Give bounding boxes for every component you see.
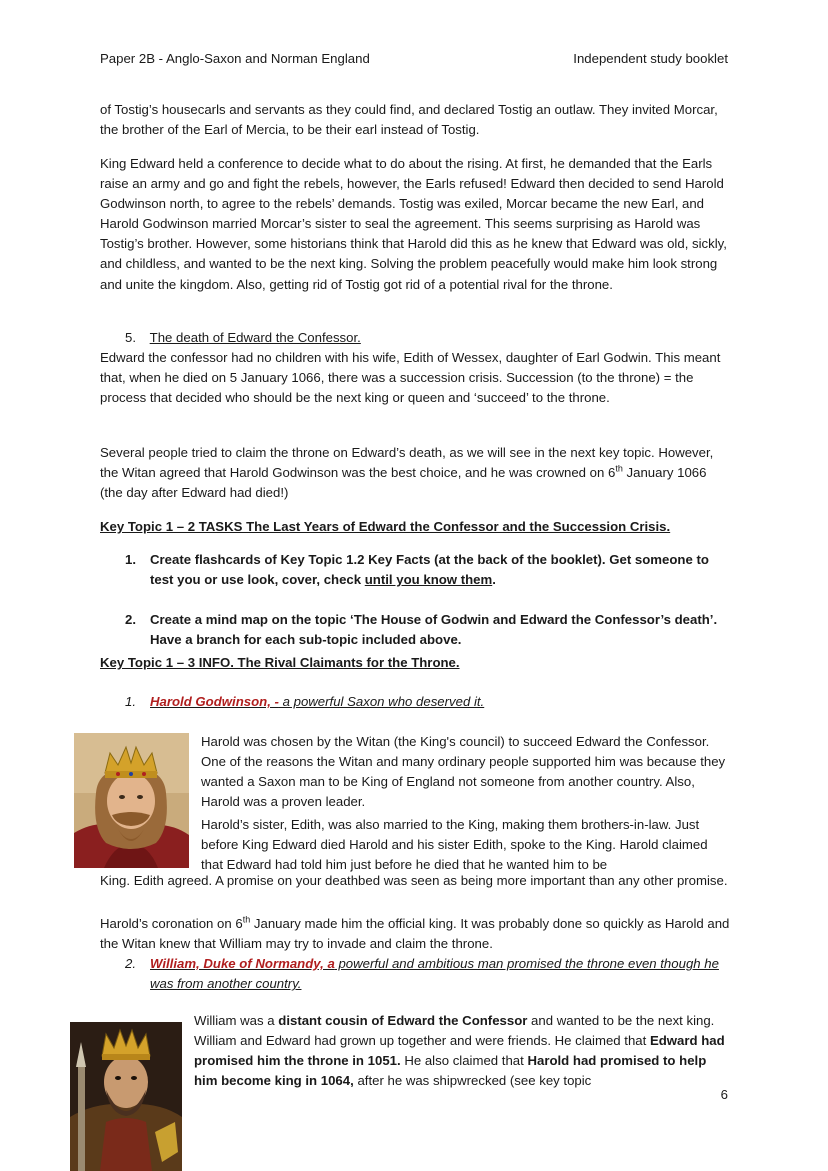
tasks-title: Key Topic 1 – 2 TASKS The Last Years of Edward the Confessor and the Succession Crisis. <box>100 519 671 534</box>
harold-paragraph-1: Harold was chosen by the Witan (the King's council) to succeed Edward the Confessor. One of the reasons the Witan and many ordinary people supported him was because they wanted a Saxon man to be King of England not someone from another country. Also, Harold was a proven leader. <box>201 734 726 810</box>
harold-portrait-image <box>74 733 189 868</box>
paragraph-tostig-outlaw: of Tostig’s housecarls and servants as they could find, and declared Tostig an outlaw. They invited Morcar, the brother of the Earl of Mercia, to be their earl instead of Tostig. <box>100 102 718 138</box>
claimant-1-heading: 1. Harold Godwinson, - a powerful Saxon who deserved it. <box>125 694 485 709</box>
header-left: Paper 2B - Anglo-Saxon and Norman England <box>100 51 370 66</box>
section-5-heading <box>125 328 730 348</box>
task-2: 2. Create a mind map on the topic ‘The House of Godwin and Edward the Confessor’s death’. Have a branch for each sub-topic included above. <box>125 612 718 648</box>
section-5-number: 5. <box>125 330 136 345</box>
page-header <box>100 49 728 69</box>
paragraph-succession-crisis: Edward the confessor had no children with his wife, Edith of Wessex, daughter of Earl Godwin. This meant that, when he died on 5 January 1066, there was a succession crisis. Succession (to the throne) = the process that decided who should be the next king or queen and ‘succeed’ to the throne. <box>100 350 721 406</box>
header-right: Independent study booklet <box>573 51 728 66</box>
section-5-title: The death of Edward the Confessor. <box>149 330 361 345</box>
paragraph-harold-crowned: Several people tried to claim the throne on Edward’s death, as we will see in the next key topic. However, the Witan agreed that Harold Godwinson was the best choice, and he was crowned on 6th January 1066 (the day after Edward had died!) <box>100 445 714 501</box>
william-portrait <box>70 1022 182 1171</box>
harold-paragraph-3: Harold’s coronation on 6th January made him the official king. It was probably done so quickly as Harold and the Witan knew that William may try to invade and claim the throne. <box>100 914 730 952</box>
harold-paragraph-2-continued: King. Edith agreed. A promise on your deathbed was seen as being more important than any other promise. <box>100 873 728 888</box>
claimant-2-heading: 2. William, Duke of Normandy, a powerful and ambitious man promised the throne even though he was from another country. <box>125 956 719 992</box>
harold-paragraph-2: Harold’s sister, Edith, was also married to the King, making them brothers-in-law. Just before King Edward died Harold and his sister Edith, spoke to the King. Harold claimed that Edward had told him just before he died that he wanted him to be <box>201 817 708 873</box>
page-number: 6 <box>720 1087 728 1102</box>
info-title: Key Topic 1 – 3 INFO. The Rival Claimants for the Throne. <box>100 655 460 670</box>
paragraph-conference: King Edward held a conference to decide what to do about the rising. At first, he demanded that the Earls raise an army and go and fight the rebels, however, the Earls refused! Edward then decided to send Harold Godwinson north, to agree to the rebels’ demands. Tostig was exiled, Morcar became the new Earl, and Harold Godwinson married Morcar’s sister to seal the agreement. This seems surprising as Harold was Tostig’s brother. However, some historians think that Harold did this as he knew that Edward was old, sickly, and childless, and wanted to be the next king. Solving the problem peacefully would make him look strong and unite the kingdom. Also, getting rid of Tostig got rid of a potential rival for the throne. <box>100 156 727 292</box>
harold-portrait <box>74 733 189 868</box>
task-1: 1. Create flashcards of Key Topic 1.2 Key Facts (at the back of the booklet). Get someone to test you or use look, cover, check until you know them. <box>125 552 709 588</box>
william-paragraph: William was a distant cousin of Edward the Confessor and wanted to be the next king. William and Edward had grown up together and were friends. He claimed that Edward had promised him the throne in 1051. He also claimed that Harold had promised to help him become king in 1064, after he was shipwrecked (see key topic <box>194 1013 725 1089</box>
william-portrait-image <box>70 1022 182 1171</box>
